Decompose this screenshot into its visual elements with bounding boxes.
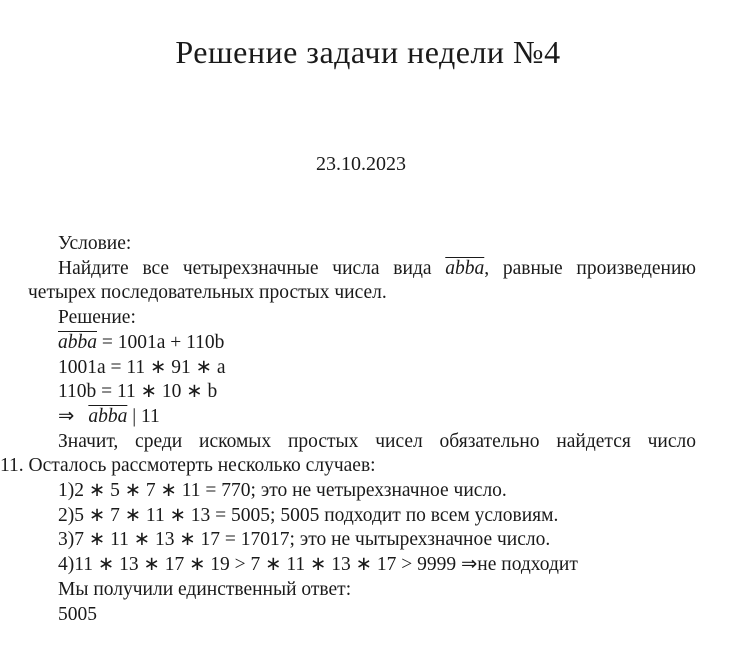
overline-variable: abba bbox=[88, 405, 128, 427]
condition-text-line2: четырех последовательных простых чисел. bbox=[28, 282, 387, 304]
answer-label: Мы получили единственный ответ: bbox=[58, 578, 352, 600]
page-title: Решение задачи недели №4 bbox=[175, 34, 561, 70]
solution-label: Решение: bbox=[58, 307, 136, 329]
equation-2: 1001a = 11 ∗ 91 ∗ a bbox=[58, 356, 226, 378]
case-3: 3)7 ∗ 11 ∗ 13 ∗ 17 = 17017; это не чытырехзначное число. bbox=[58, 529, 551, 551]
document-body bbox=[0, 232, 696, 627]
implies-symbol: ⇒ bbox=[58, 405, 75, 427]
equation-1 bbox=[28, 331, 696, 356]
overline-variable: abba bbox=[445, 257, 485, 279]
condition-text-part: , равные произведению bbox=[484, 257, 696, 279]
paragraph-line1: Значит, среди искомых простых чисел обязательно найдется число bbox=[58, 430, 696, 452]
document-date: 23.10.2023 bbox=[316, 153, 406, 175]
answer-value: 5005 bbox=[58, 603, 97, 625]
divides-text: | 11 bbox=[127, 405, 160, 427]
case-2: 2)5 ∗ 7 ∗ 11 ∗ 13 = 5005; 5005 подходит по всем условиям. bbox=[58, 504, 559, 526]
case-4: 4)11 ∗ 13 ∗ 17 ∗ 19 > 7 ∗ 11 ∗ 13 ∗ 17 > 9999 ⇒не подходит bbox=[58, 554, 578, 576]
equation-3: 110b = 11 ∗ 10 ∗ b bbox=[58, 381, 218, 403]
overline-variable: abba bbox=[58, 331, 97, 353]
equation-rhs: = 1001a + 110b bbox=[97, 331, 225, 353]
condition-text-part: Найдите все четырехзначные числа вида bbox=[58, 257, 446, 279]
case-1: 1)2 ∗ 5 ∗ 7 ∗ 11 = 770; это не четырехзначное число. bbox=[58, 480, 507, 502]
paragraph-line2: 11. Осталось рассмотерть несколько случаев: bbox=[0, 455, 376, 477]
divisibility-line bbox=[28, 405, 696, 430]
condition-label: Условие: bbox=[58, 233, 132, 254]
condition-text-line1 bbox=[28, 257, 696, 282]
